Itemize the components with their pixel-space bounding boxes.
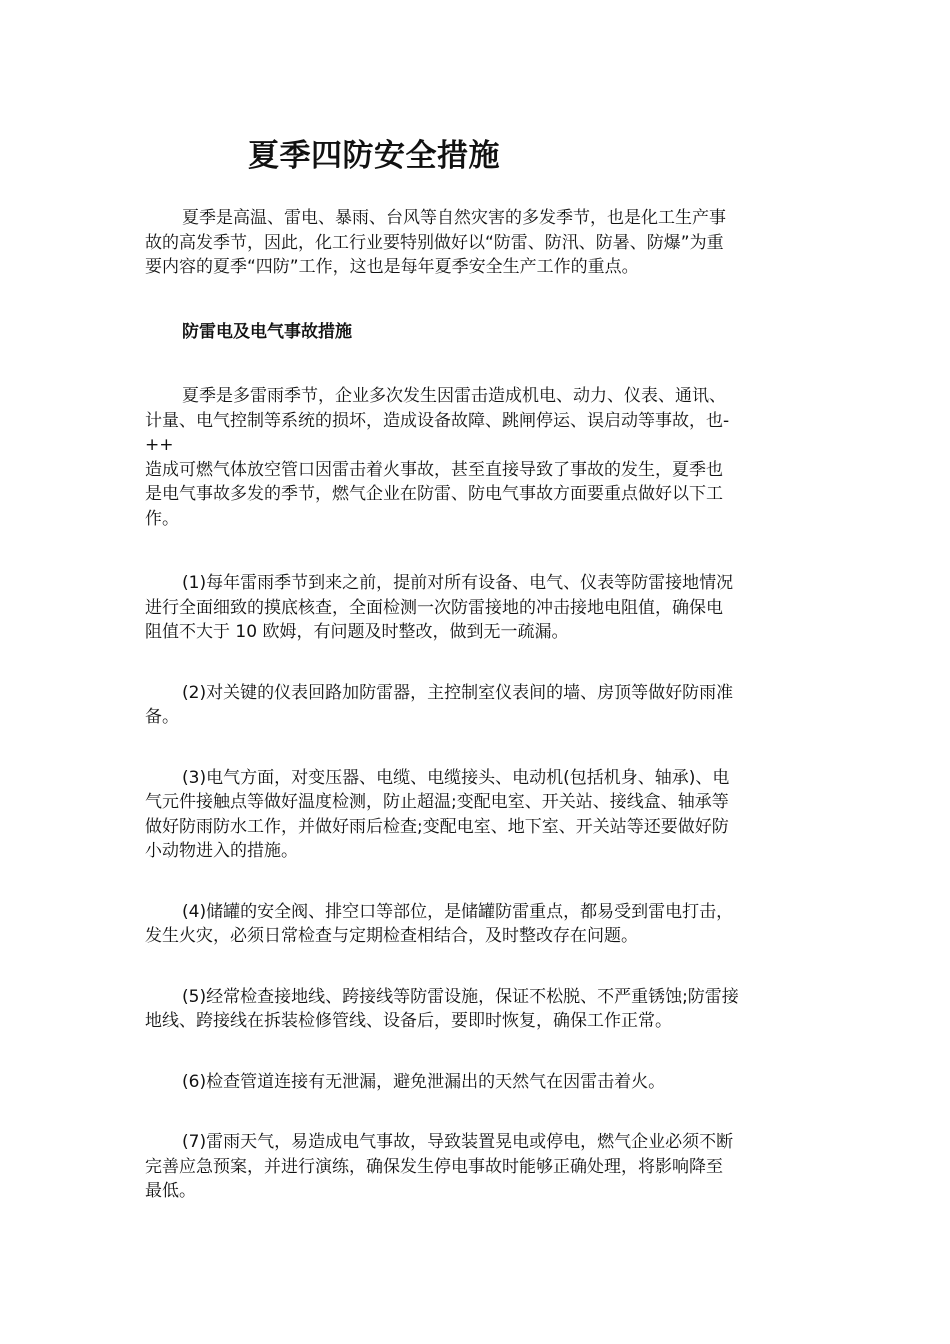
- text-line: (5)经常检查接地线、跨接线等防雷设施，保证不松脱、不严重锈蚀;防雷接: [182, 986, 739, 1007]
- text-line: 夏季是多雷雨季节，企业多次发生因雷击造成机电、动力、仪表、通讯、: [182, 386, 726, 406]
- text-line: (4)储罐的安全阀、排空口等部位，是储罐防雷重点，都易受到雷电打击，: [182, 901, 734, 922]
- document-title: 夏季四防安全措施: [248, 138, 500, 174]
- measure-item-2: [145, 681, 810, 730]
- text-line: (3)电气方面，对变压器、电缆、电缆接头、电动机(包括机身、轴承)、电: [182, 767, 730, 788]
- text-line: 地线、跨接线在拆装检修管线、设备后，要即时恢复，确保工作正常。: [145, 1011, 672, 1031]
- text-line: 计量、电气控制等系统的损坏，造成设备故障、跳闸停运、误启动等事故，也-: [145, 410, 730, 431]
- text-line: 造成可燃气体放空管口因雷击着火事故，甚至直接导致了事故的发生，夏季也: [145, 459, 723, 480]
- text-line: (1)每年雷雨季节到来之前，提前对所有设备、电气、仪表等防雷接地情况: [182, 573, 734, 593]
- measure-item-7: [145, 1130, 810, 1204]
- text-line: 备。: [145, 707, 179, 727]
- text-line: (6)检查管道连接有无泄漏，避免泄漏出的天然气在因雷击着火。: [182, 1071, 666, 1092]
- text-line: 最低。: [145, 1181, 196, 1201]
- text-line: 完善应急预案，并进行演练，确保发生停电事故时能够正确处理，将影响降至: [145, 1156, 723, 1177]
- measure-item-4: [145, 900, 810, 949]
- text-line: 作。: [145, 508, 179, 529]
- text-line: (2)对关键的仪表回路加防雷器，主控制室仪表间的墙、房顶等做好防雨准: [182, 682, 734, 703]
- text-line: 夏季是高温、雷电、暴雨、台风等自然灾害的多发季节，也是化工生产事: [182, 208, 726, 228]
- text-line: 是电气事故多发的季节，燃气企业在防雷、防电气事故方面要重点做好以下工: [145, 484, 723, 504]
- text-line: 进行全面细致的摸底核查，全面检测一次防雷接地的冲击接地电阻值，确保电: [145, 597, 723, 618]
- text-line: 故的高发季节，因此，化工行业要特别做好以“防雷、防汛、防暑、防爆”为重: [145, 232, 724, 253]
- text-line: (7)雷雨天气，易造成电气事故，导致装置晃电或停电，燃气企业必须不断: [182, 1132, 734, 1152]
- text-line: 小动物进入的措施。: [145, 841, 298, 861]
- text-line: 发生火灾，必须日常检查与定期检查相结合，及时整改存在问题。: [145, 926, 638, 946]
- intro-paragraph: [145, 206, 810, 280]
- measure-item-1: [145, 571, 810, 645]
- text-line: ++: [145, 435, 174, 455]
- text-line: 要内容的夏季“四防”工作，这也是每年夏季安全生产工作的重点。: [145, 257, 639, 277]
- text-line: 气元件接触点等做好温度检测，防止超温;变配电室、开关站、接线盒、轴承等: [145, 792, 729, 812]
- text-line: 做好防雨防水工作，并做好雨后检查;变配电室、地下室、开关站等还要做好防: [145, 816, 729, 837]
- measure-item-5: [145, 985, 810, 1034]
- text-line: 阻值不大于 10 欧姆，有问题及时整改，做到无一疏漏。: [145, 622, 569, 642]
- measure-item-6: [145, 1070, 810, 1095]
- section-heading: 防雷电及电气事故措施: [182, 321, 352, 342]
- document-body: [145, 206, 810, 1204]
- section-intro-paragraph: [145, 384, 810, 531]
- measure-item-3: [145, 766, 810, 864]
